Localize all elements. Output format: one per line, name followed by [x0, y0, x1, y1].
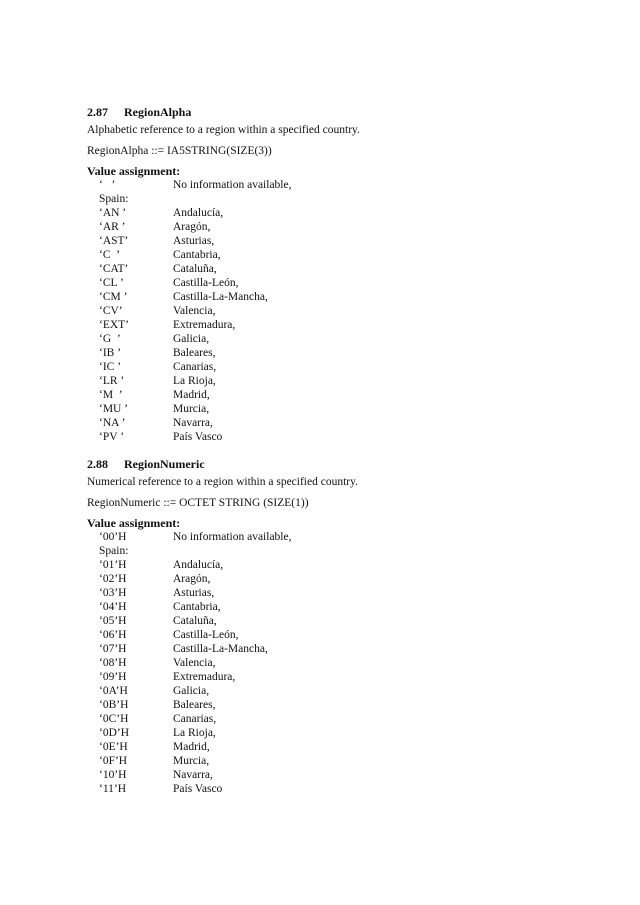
country-label: Spain: [99, 545, 129, 557]
entry-code: ‘G ’ [99, 333, 121, 345]
list-item [99, 220, 587, 234]
list-item [99, 234, 587, 248]
entry-code: ‘CL ’ [99, 277, 124, 289]
list-item [99, 614, 587, 628]
entry-code: ‘0F’H [99, 755, 128, 767]
list-item [99, 600, 587, 614]
entry-description: Baleares, [173, 347, 216, 359]
entry-description: Valencia, [173, 305, 216, 317]
section-region-alpha [87, 104, 587, 444]
entry-code: ‘0C’H [99, 713, 129, 725]
entry-code: ‘PV ’ [99, 431, 125, 443]
entry-description: Asturias, [173, 587, 215, 599]
entry-description: País Vasco [173, 431, 223, 443]
entry-description: Canarias, [173, 361, 217, 373]
entry-description: País Vasco [173, 783, 223, 795]
entry-code: ‘0D’H [99, 727, 130, 739]
entry-description: La Rioja, [173, 375, 216, 387]
list-item [99, 318, 587, 332]
entry-description: Extremadura, [173, 319, 236, 331]
entry-code: ‘IC ’ [99, 361, 122, 373]
entry-code: ‘AR ’ [99, 221, 126, 233]
entry-description: Navarra, [173, 417, 213, 429]
section-description: Numerical reference to a region within a specified country. [87, 476, 358, 488]
list-item [99, 768, 587, 782]
value-list [99, 178, 587, 444]
list-item [99, 374, 587, 388]
entry-code: ‘06’H [99, 629, 127, 641]
entry-code: ‘CAT’ [99, 263, 129, 275]
entry-description: Cataluña, [173, 263, 217, 275]
list-item [99, 670, 587, 684]
list-item [99, 642, 587, 656]
list-item [99, 276, 587, 290]
entry-code: ‘10’H [99, 769, 127, 781]
entry-code: ‘C ’ [99, 249, 121, 261]
entry-code: ‘ ’ [99, 179, 116, 191]
entry-description: Andalucía, [173, 207, 224, 219]
entry-code: ‘02’H [99, 573, 127, 585]
entry-code: ‘08’H [99, 657, 127, 669]
entry-description: Galicia, [173, 333, 210, 345]
section-spacer [87, 444, 587, 456]
entry-description: Andalucía, [173, 559, 224, 571]
list-item [99, 290, 587, 304]
entry-code: ‘00’H [99, 531, 127, 543]
entry-code: ‘IB ’ [99, 347, 122, 359]
entry-description: La Rioja, [173, 727, 216, 739]
entry-description: Murcia, [173, 755, 210, 767]
entry-code: ‘AST’ [99, 235, 129, 247]
default-entry [99, 178, 587, 192]
entry-description: Castilla-La-Mancha, [173, 643, 268, 655]
entry-code: ‘07’H [99, 643, 127, 655]
list-item [99, 754, 587, 768]
list-item [99, 346, 587, 360]
section-number: 2.87 [87, 105, 108, 119]
section-description: Alphabetic reference to a region within a specified country. [87, 124, 360, 136]
entry-description: Madrid, [173, 741, 210, 753]
section-region-numeric [87, 456, 587, 796]
entry-code: ‘04’H [99, 601, 127, 613]
entry-description: No information available, [173, 531, 292, 543]
entry-description: Extremadura, [173, 671, 236, 683]
entry-description: Aragón, [173, 573, 211, 585]
document-page [87, 104, 587, 796]
asn-definition: RegionNumeric ::= OCTET STRING (SIZE(1)) [87, 497, 309, 509]
list-item [99, 402, 587, 416]
list-item [99, 206, 587, 220]
entry-description: Cantabria, [173, 601, 221, 613]
list-item [99, 712, 587, 726]
value-list [99, 530, 587, 796]
country-label: Spain: [99, 193, 129, 205]
list-item [99, 656, 587, 670]
list-item [99, 740, 587, 754]
entry-code: ‘CM ’ [99, 291, 128, 303]
value-assignment-heading: Value assignment: [87, 516, 181, 530]
entry-code: ‘0A’H [99, 685, 128, 697]
list-item [99, 360, 587, 374]
entry-code: ‘03’H [99, 587, 127, 599]
entry-description: Cantabria, [173, 249, 221, 261]
entry-description: Castilla-La-Mancha, [173, 291, 268, 303]
list-item [99, 586, 587, 600]
section-heading [87, 456, 587, 472]
list-item [99, 388, 587, 402]
entry-description: Cataluña, [173, 615, 217, 627]
list-item [99, 262, 587, 276]
entry-description: Asturias, [173, 235, 215, 247]
value-assignment-heading: Value assignment: [87, 164, 181, 178]
entry-description: Madrid, [173, 389, 210, 401]
list-item [99, 332, 587, 346]
entry-description: Murcia, [173, 403, 210, 415]
entry-description: No information available, [173, 179, 292, 191]
entry-code: ‘LR ’ [99, 375, 125, 387]
entry-description: Navarra, [173, 769, 213, 781]
entry-code: ‘NA ’ [99, 417, 126, 429]
entry-code: ‘0B’H [99, 699, 129, 711]
entry-description: Castilla-León, [173, 629, 239, 641]
entry-code: ‘EXT’ [99, 319, 130, 331]
list-item [99, 558, 587, 572]
entry-description: Aragón, [173, 221, 211, 233]
list-item [99, 572, 587, 586]
list-item [99, 248, 587, 262]
entry-description: Baleares, [173, 699, 216, 711]
entry-code: ‘09’H [99, 671, 127, 683]
section-heading [87, 104, 587, 120]
list-item [99, 698, 587, 712]
list-item [99, 628, 587, 642]
list-item [99, 684, 587, 698]
entry-code: ‘AN ’ [99, 207, 127, 219]
entry-code: ‘01’H [99, 559, 127, 571]
entry-code: ‘0E’H [99, 741, 128, 753]
list-item [99, 416, 587, 430]
list-item [99, 726, 587, 740]
section-title: RegionAlpha [124, 105, 192, 119]
entry-description: Galicia, [173, 685, 210, 697]
entry-code: ‘CV’ [99, 305, 123, 317]
list-item [99, 430, 587, 444]
entry-code: ‘MU ’ [99, 403, 129, 415]
entry-description: Valencia, [173, 657, 216, 669]
entry-description: Canarias, [173, 713, 217, 725]
entry-code: ‘11’H [99, 783, 127, 795]
entry-description: Castilla-León, [173, 277, 239, 289]
list-item [99, 782, 587, 796]
section-number: 2.88 [87, 457, 108, 471]
default-entry [99, 530, 587, 544]
entry-code: ‘05’H [99, 615, 127, 627]
section-title: RegionNumeric [124, 457, 205, 471]
entry-code: ‘M ’ [99, 389, 123, 401]
asn-definition: RegionAlpha ::= IA5STRING(SIZE(3)) [87, 145, 272, 157]
list-item [99, 304, 587, 318]
